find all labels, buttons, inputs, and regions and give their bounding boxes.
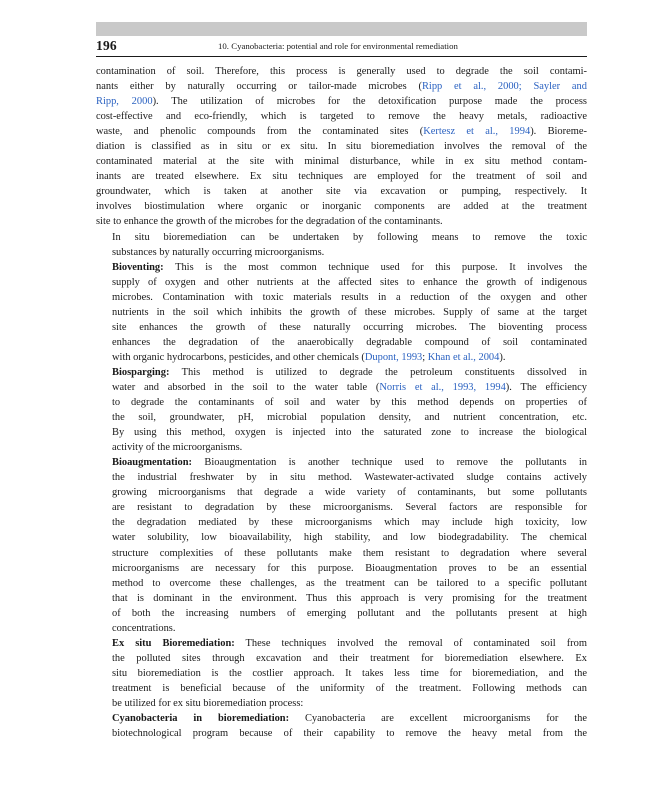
text-line: structure complexities of these pollutants make them resistant to degradation where several	[112, 547, 587, 559]
text-line: supply of oxygen and other nutrients at the affected sites to enhance the growth of indigenous	[112, 276, 587, 288]
text-line: Ripp, 2000). The utilization of microbes for the detoxification purpose made the process	[96, 96, 587, 108]
text-line: Cyanobacteria in bioremediation: Cyanobacteria are excellent microorganisms for the	[112, 713, 587, 725]
text-line: inants are treated elsewhere. Ex situ techniques are employed for the treatment of soil and	[96, 171, 587, 183]
section-heading: Bioventing:	[112, 261, 164, 273]
text-line: with organic hydrocarbons, pesticides, and other chemicals (Dupont, 1993; Khan et al., 2004).	[112, 351, 506, 363]
text-line: that is dominant in the environment. Thus this approach is very promising for the treatment	[112, 592, 587, 604]
text-line: growing microorganisms that degrade a wide variety of contaminants, but some pollutants	[112, 487, 587, 499]
paragraph	[96, 64, 587, 230]
text-line: the degradation mediated by these microorganisms which may include high toxicity, low	[112, 517, 587, 529]
text-line: situ bioremediation is the costlier approach. It takes less time for bioremediation, and the	[112, 667, 587, 679]
paragraph	[96, 365, 587, 455]
text-line: be utilized for ex situ bioremediation process:	[112, 697, 304, 709]
citation-link[interactable]: Ripp, 2000	[96, 96, 153, 108]
text-line: the industrial freshwater by in situ method. Wastewater-activated sludge contains actively	[112, 472, 587, 484]
text-line: involves biostimulation where organic or inorganic components are added at the treatment	[96, 201, 587, 213]
text-line: groundwater, which is taken at another site via excavation or pumping, respectively. It	[96, 186, 587, 198]
text-line: microorganisms are necessary for this purpose. Bioaugmentation proves to be an essential	[112, 562, 587, 574]
text-line: substances by naturally occurring microorganisms.	[112, 246, 325, 258]
text-line: are resistant to degradation by these microorganisms. Several factors are responsible for	[112, 502, 587, 514]
citation-link[interactable]: Khan et al., 2004	[427, 351, 500, 363]
citation-link[interactable]: Ripp et al., 2000; Sayler and	[421, 81, 587, 93]
header-rule	[96, 56, 587, 57]
citation-link[interactable]: Dupont, 1993	[364, 351, 423, 363]
text-line: cost-effective and eco-friendly, which is targeted to remove the heavy metals, radioactive	[96, 111, 587, 123]
header-bar	[96, 22, 587, 36]
text-line: biotechnological program because of their capability to remove the heavy metal from the	[112, 728, 587, 740]
section-heading: Ex situ Bioremediation:	[112, 637, 235, 649]
text-line: microbes. Contamination with toxic materials results in a reduction of the oxygen and other	[112, 291, 587, 303]
citation-link[interactable]: Kertesz et al., 1994	[423, 126, 531, 138]
text-line: site to enhance the growth of the microbes for the degradation of the contaminants.	[96, 216, 443, 228]
section-heading: Bioaugmentation:	[112, 457, 193, 469]
text-line: enhances the degradation of the anaerobically degradable compound of soil contaminated	[112, 336, 587, 348]
citation-link[interactable]: Norris et al., 1993, 1994	[379, 381, 506, 393]
body-text	[96, 64, 587, 741]
text-line: to degrade the contaminants of soil and water by this method depends on properties of	[112, 397, 587, 409]
text-line: treatment is beneficial because of the uniformity of the treatment. Following methods can	[112, 682, 587, 694]
paragraph	[96, 711, 587, 741]
running-title: 10. Cyanobacteria: potential and role for environmental remediation	[218, 41, 458, 51]
text-line: In situ bioremediation can be undertaken by following means to remove the toxic	[112, 231, 587, 243]
paragraph	[96, 455, 587, 636]
text-line: of both the increasing numbers of emerging pollutant and the pollutants present at high	[112, 607, 587, 619]
text-line: water and absorbed in the soil to the water table (Norris et al., 1993, 1994). The efficiency	[112, 381, 587, 393]
text-line: contamination of soil. Therefore, this process is generally used to degrade the soil contami-	[96, 66, 587, 77]
paragraph	[96, 636, 587, 711]
paragraph	[96, 260, 587, 365]
text-line: By using this method, oxygen is injected into the saturated zone to increase the biological	[112, 427, 587, 439]
text-line: Bioaugmentation: Bioaugmentation is another technique used to remove the pollutants in	[112, 457, 587, 469]
text-line: waste, and phenolic compounds from the contaminated sites (Kertesz et al., 1994). Bioreme-	[96, 126, 587, 138]
text-line: Bioventing: This is the most common technique used for this purpose. It involves the	[112, 261, 587, 273]
text-line: concentrations.	[112, 622, 176, 634]
text-line: Biosparging: This method is utilized to degrade the petroleum constituents dissolved in	[112, 366, 587, 378]
page-number: 196	[96, 38, 117, 53]
text-line: Ex situ Bioremediation: These techniques involved the removal of contaminated soil from	[112, 637, 587, 649]
section-heading: Biosparging:	[112, 366, 170, 378]
text-line: diation is classified as in situ or ex situ. In situ bioremediation involves the removal of the	[96, 141, 587, 153]
text-line: site enhances the growth of these naturally occurring microbes. The bioventing process	[112, 321, 587, 333]
paragraph	[96, 230, 587, 260]
text-line: the soil, groundwater, pH, microbial population density, and nutrient concentration, etc.	[112, 412, 587, 424]
text-line: activity of the microorganisms.	[112, 442, 243, 454]
text-line: water solubility, low bioavailability, high stability, and low biodegradability. The chemical	[112, 532, 587, 544]
text-line: nutrients in the soil which inhibits the growth of these microbes. Supply of same at the target	[112, 306, 587, 318]
text-line: contaminated material at the site with minimal disturbance, while in ex situ method contam-	[96, 156, 587, 168]
text-line: method to overcome these challenges, as the treatment can be tailored to a specific pollutant	[112, 577, 587, 589]
text-line: the polluted sites through excavation and their treatment for bioremediation elsewhere. Ex	[112, 652, 587, 664]
section-heading: Cyanobacteria in bioremediation:	[112, 713, 290, 725]
text-line: nants either by naturally occurring or tailor-made microbes (Ripp et al., 2000; Sayler and	[96, 81, 587, 93]
